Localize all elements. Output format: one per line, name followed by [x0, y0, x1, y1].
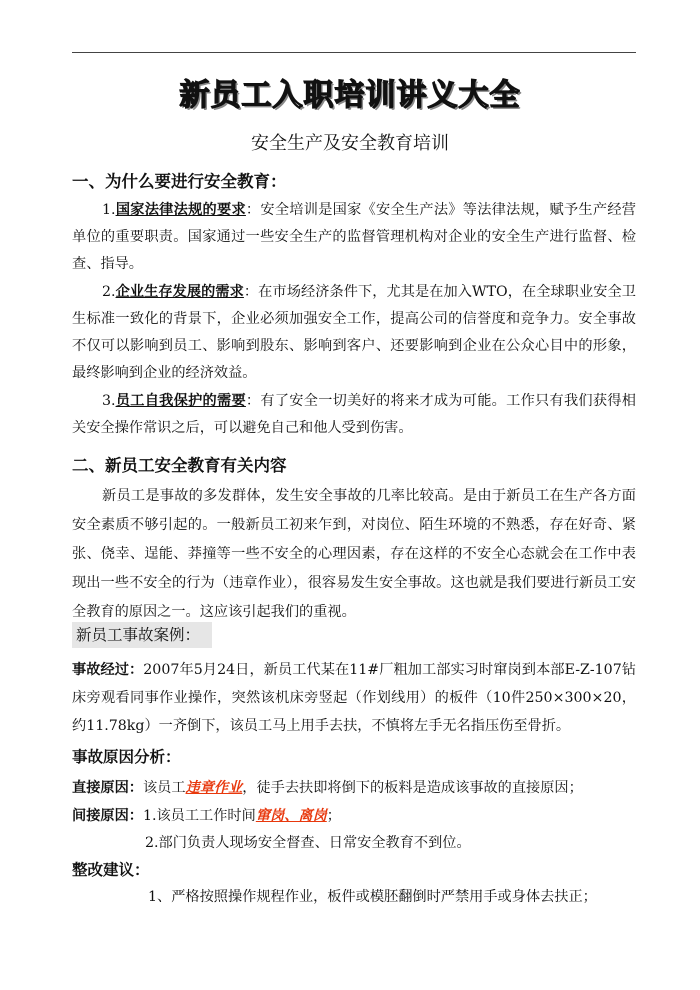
subtitle: 安全生产及安全教育培训 — [251, 133, 449, 154]
section2-body: 新员工是事故的多发群体，发生安全事故的几率比较高。是由于新员工在生产各方面安全素质不够引起的。一般新员工初来乍到，对岗位、陌生环境的不熟悉，存在好奇、紧张、侥幸、逞能、莽撞等一些不安全的心理因素，存在这样的不安全心态就会在工作中表现出一些不安全的行为（违章作业），很容易发生安全事故。这也就是我们要进行新员工安全教育的原因之一。这应该引起我们的重视。 — [72, 488, 636, 620]
case-label: 新员工事故案例： — [72, 622, 212, 648]
indirect-cause — [72, 803, 636, 830]
direct-cause-post: ，徒手去扶即将倒下的板料是造成该事故的直接原因； — [242, 780, 583, 796]
direct-cause-highlight: 违章作业 — [185, 780, 243, 796]
section1-heading: 一、为什么要进行安全教育： — [72, 172, 287, 191]
direct-cause-pre: 该员工 — [142, 780, 186, 796]
direct-cause-label: 直接原因： — [72, 780, 143, 796]
item2-text: ：在市场经济条件下，尤其是在加入WTO，在全球职业安全卫生标准一致化的背景下，企业必须加强安全工作，提高公司的信誉度和竞争力。安全事故不仅可以影响到员工、影响到股东、影响到客户、还要影响到企业在公众心目中的形象，最终影响到企业的经济效益。 — [72, 284, 636, 381]
case-text: 2007年5月24日，新员工代某在11#厂粗加工部实习时窜岗到本部E-Z-107钻床旁观看同事作业操作，突然该机床旁竖起（作划线用）的板件（10件250×300×20，约11.78kg）一齐倒下，该员工马上用手去扶，不慎将左手无名指压伤至骨折。 — [72, 662, 636, 734]
item2-number: 2. — [102, 284, 116, 300]
item1-label: 国家法律法规的要求 — [115, 202, 246, 218]
item1-text: ：安全培训是国家《安全生产法》等法律法规，赋予生产经营单位的重要职责。国家通过一些安全生产的监督管理机构对企业的安全生产进行监督、检查、指导。 — [72, 202, 636, 272]
indirect-cause-1-highlight: 窜岗、离岗 — [255, 808, 327, 824]
suggest-item-1: 1、严格按照操作规程作业，板件或模胚翻倒时严禁用手或身体去扶正； — [148, 889, 597, 905]
indirect-cause-1-pre: 1.该员工工作时间 — [142, 808, 256, 824]
direct-cause — [72, 775, 636, 802]
section2-heading: 二、新员工安全教育有关内容 — [72, 456, 287, 475]
section1-item3 — [72, 388, 636, 442]
item3-text: ：有了安全一切美好的将来才成为可能。工作只有我们获得相关安全操作常识之后，可以避免自己和他人受到伤害。 — [72, 393, 636, 436]
header-rule — [72, 52, 636, 53]
item3-label: 员工自我保护的需要 — [115, 393, 246, 409]
case-label-inline: 事故经过： — [72, 662, 144, 678]
item3-number: 3. — [102, 393, 116, 409]
section1-item2 — [72, 279, 636, 387]
indirect-cause-1-post: ； — [326, 808, 341, 824]
main-title: 新员工入职培训讲义大全 — [179, 78, 521, 113]
indirect-cause-2: 2.部门负责人现场安全督查、日常安全教育不到位。 — [145, 835, 471, 851]
item2-label: 企业生存发展的需求 — [115, 284, 244, 300]
indirect-cause-label: 间接原因： — [72, 808, 143, 824]
section1-item1 — [72, 197, 636, 278]
suggest-heading: 整改建议： — [72, 861, 150, 879]
analysis-heading: 事故原因分析： — [72, 748, 181, 766]
case-description — [72, 656, 636, 740]
item1-number: 1. — [102, 202, 116, 218]
